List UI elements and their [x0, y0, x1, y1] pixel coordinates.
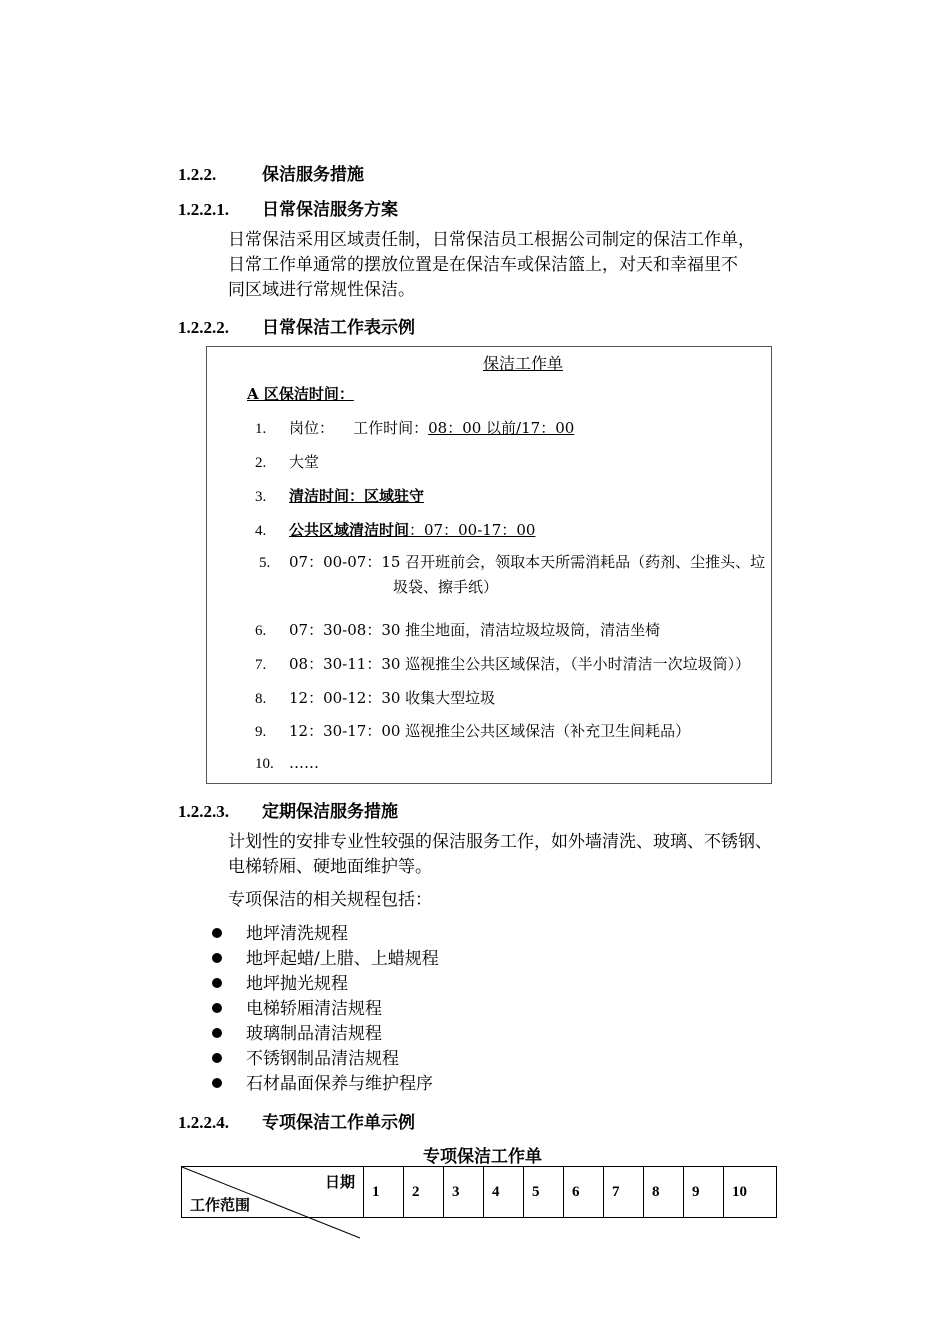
paragraph-line: 同区域进行常规性保洁。 [228, 280, 415, 300]
heading-text: 定期保洁服务措施 [262, 802, 398, 822]
item-text: 08：30-11：30 巡视推尘公共区域保洁，（半小时清洁一次垃圾筒）） [289, 655, 751, 673]
item-number: 7. [255, 657, 267, 673]
bullet-item [212, 997, 439, 1022]
schedule-table [181, 1166, 777, 1218]
list-item [255, 653, 750, 674]
bullet-dot-icon [212, 953, 222, 963]
item-number: 4. [255, 523, 267, 539]
bullet-text: 电梯轿厢清洁规程 [246, 999, 382, 1019]
heading-1-2-2-2 [178, 313, 415, 338]
paragraph-line: 日常工作单通常的摆放位置是在保洁车或保洁篮上，对天和幸福里不 [228, 255, 738, 275]
list-item [255, 687, 495, 708]
heading-1-2-2 [178, 160, 364, 185]
paragraph-special-rules: 专项保洁的相关规程包括： [228, 890, 432, 910]
bullet-item [212, 947, 439, 972]
bullet-item [212, 1047, 439, 1072]
bullet-item [212, 922, 439, 947]
schedule-title: 专项保洁工作单 [423, 1147, 542, 1167]
day-cell: 3 [444, 1167, 484, 1218]
bullet-dot-icon [212, 1028, 222, 1038]
list-item-continuation [393, 576, 498, 597]
item-number: 5. [259, 555, 271, 571]
bullet-item [212, 1022, 439, 1047]
item-number: 1. [255, 421, 267, 437]
bullet-dot-icon [212, 1053, 222, 1063]
item-text: 圾袋、擦手纸） [393, 578, 499, 596]
list-item [255, 451, 319, 472]
bullet-list [212, 922, 439, 1097]
bullet-dot-icon [212, 928, 222, 938]
day-cell: 2 [404, 1167, 444, 1218]
list-item [259, 551, 765, 572]
heading-number: 1.2.2.3. [178, 802, 229, 821]
bullet-dot-icon [212, 978, 222, 988]
item-text: 08：00 以前/17：00 [428, 419, 575, 437]
day-cell: 9 [684, 1167, 724, 1218]
heading-1-2-2-4 [178, 1108, 415, 1133]
heading-number: 1.2.2.1. [178, 200, 229, 219]
day-cell: 1 [364, 1167, 404, 1218]
item-number: 10. [255, 756, 274, 772]
bullet-dot-icon [212, 1078, 222, 1088]
item-number: 9. [255, 724, 267, 740]
bullet-text: 地坪清洗规程 [246, 924, 348, 944]
item-number: 2. [255, 455, 267, 471]
bullet-dot-icon [212, 1003, 222, 1013]
paragraph-line: 日常保洁采用区域责任制，日常保洁员工根据公司制定的保洁工作单， [228, 230, 755, 250]
heading-1-2-2-3 [178, 797, 398, 822]
bullet-text: 地坪起蜡/上腊、上蜡规程 [246, 949, 439, 969]
item-text: 岗位： [289, 419, 335, 437]
heading-number: 1.2.2.2. [178, 318, 229, 337]
bullet-text: 石材晶面保养与维护程序 [246, 1074, 433, 1094]
item-text: …… [289, 754, 319, 772]
table-row [182, 1167, 777, 1218]
date-label: 日期 [324, 1173, 355, 1191]
heading-number: 1.2.2. [178, 165, 217, 184]
heading-text: 日常保洁服务方案 [262, 200, 398, 220]
heading-1-2-2-1 [178, 195, 398, 220]
bullet-text: 玻璃制品清洁规程 [246, 1024, 382, 1044]
item-number: 6. [255, 623, 267, 639]
bullet-text: 地坪抛光规程 [246, 974, 348, 994]
diagonal-header-cell [182, 1167, 364, 1218]
item-text: 07：30-08：30 推尘地面，清洁垃圾垃圾筒，清洁坐椅 [289, 621, 661, 639]
item-text: 07：00-07：15 召开班前会，领取本天所需消耗品（药剂、尘推头、垃 [289, 553, 766, 571]
list-item [255, 754, 319, 773]
item-text: 清洁时间：区域驻守 [289, 487, 425, 505]
list-item [255, 417, 574, 438]
card-title: 保洁工作单 [483, 354, 564, 373]
item-text: 12：30-17：00 巡视推尘公共区域保洁（补充卫生间耗品） [289, 722, 691, 740]
list-item [255, 519, 535, 540]
heading-text: 日常保洁工作表示例 [262, 318, 415, 338]
bullet-text: 不锈钢制品清洁规程 [246, 1049, 399, 1069]
day-cell: 6 [564, 1167, 604, 1218]
day-cell: 10 [724, 1167, 777, 1218]
paragraph-line: 计划性的安排专业性较强的保洁服务工作，如外墙清洗、玻璃、不锈钢、 [228, 832, 772, 852]
paragraph-periodic-cleaning [228, 830, 772, 880]
heading-text: 保洁服务措施 [262, 165, 364, 185]
item-text: 公共区域清洁时间 [289, 521, 410, 539]
list-item [255, 485, 424, 506]
list-item [255, 619, 660, 640]
bullet-item [212, 1072, 439, 1097]
day-cell: 4 [484, 1167, 524, 1218]
card-subtitle: A 区保洁时间： [247, 385, 354, 403]
paragraph-line: 电梯轿厢、硬地面维护等。 [228, 857, 432, 877]
item-text: 工作时间： [353, 419, 429, 437]
item-text: 大堂 [289, 453, 320, 471]
paragraph-daily-cleaning [228, 228, 755, 303]
heading-text: 专项保洁工作单示例 [262, 1113, 415, 1133]
day-cell: 7 [604, 1167, 644, 1218]
bullet-item [212, 972, 439, 997]
work-order-card [206, 346, 772, 784]
list-item [255, 720, 690, 741]
item-text: 12：00-12：30 收集大型垃圾 [289, 689, 496, 707]
range-label: 工作范围 [190, 1196, 251, 1214]
day-cell: 8 [644, 1167, 684, 1218]
item-number: 8. [255, 691, 267, 707]
heading-number: 1.2.2.4. [178, 1113, 229, 1132]
item-number: 3. [255, 489, 267, 505]
item-text: ：07：00-17：00 [409, 521, 536, 539]
day-cell: 5 [524, 1167, 564, 1218]
